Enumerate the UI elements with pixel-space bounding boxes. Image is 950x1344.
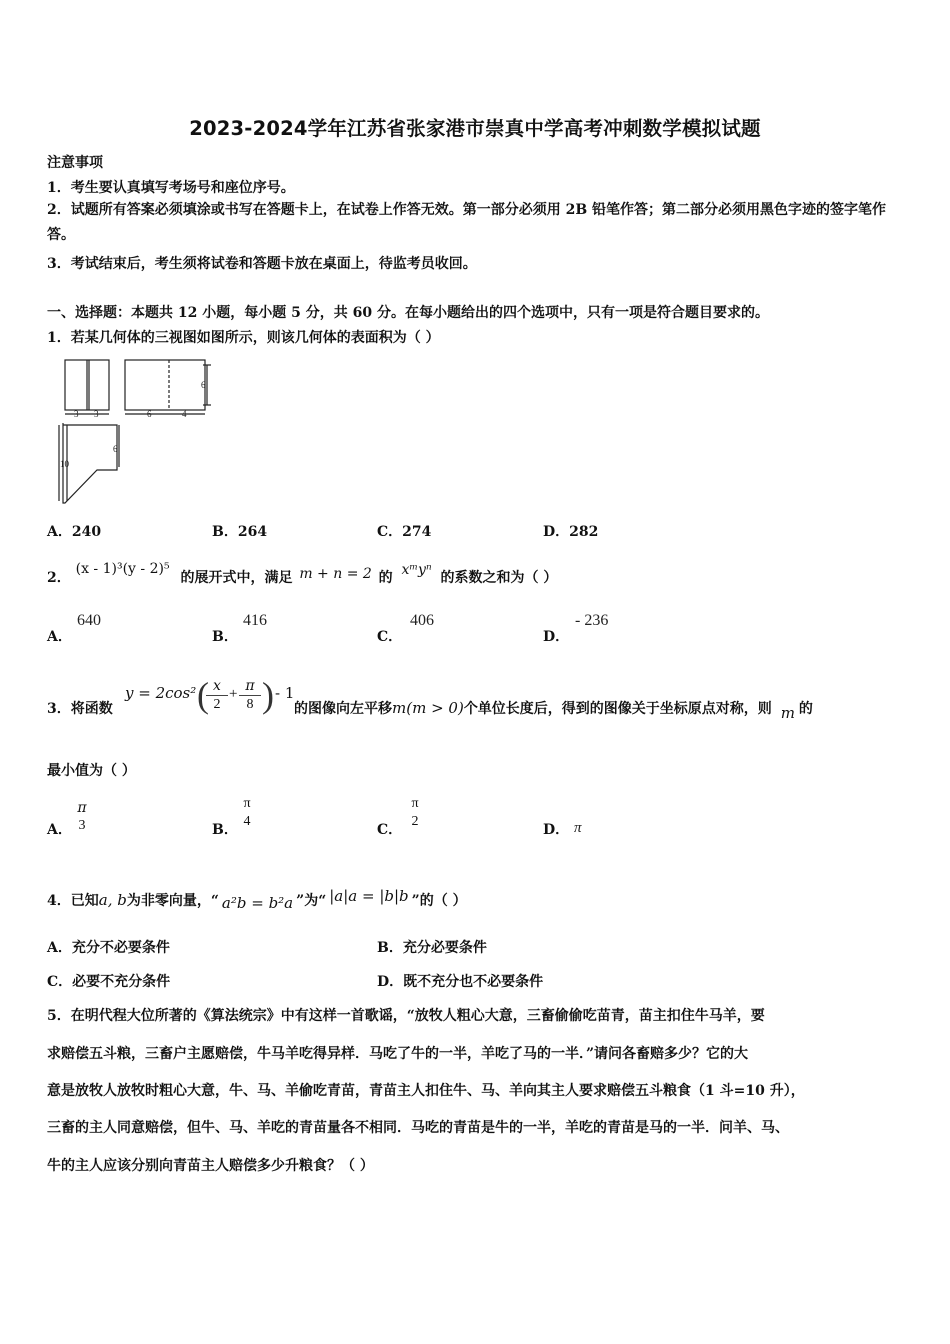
q1-option-a[interactable]: A．240 [47, 524, 102, 540]
q2-option-c[interactable]: C． [377, 629, 403, 645]
q3-option-b-fraction: π 4 [243, 796, 251, 829]
q3-option-c-fraction: π 2 [411, 796, 419, 829]
q3-option-d-value: π [574, 820, 582, 836]
three-view-figure [55, 355, 225, 505]
q3-option-b[interactable]: B． [212, 822, 238, 838]
fig-label-d: 4 [182, 409, 187, 419]
q2-expression: (x - 1)³(y - 2)⁵ [75, 561, 170, 577]
q4-expression-2: |a|a = |b|b [329, 887, 409, 905]
q2-option-d-value: - 236 [575, 612, 609, 629]
q1-option-d[interactable]: D．282 [543, 524, 599, 540]
q2-option-d[interactable]: D． [543, 629, 570, 645]
notice-heading: 注意事项 [47, 155, 103, 171]
q2-term: xᵐyⁿ [401, 562, 432, 578]
q3-option-c[interactable]: C． [377, 822, 403, 838]
fig-label-c: 6 [147, 409, 152, 419]
q3-option-d[interactable]: D． [543, 822, 570, 838]
fig-label-b: 3 [94, 409, 99, 419]
q2-option-a-value: 640 [77, 612, 101, 629]
q3-stem-line2: 最小值为（ ） [47, 763, 136, 779]
q1-stem: 1．若某几何体的三视图如图所示，则该几何体的表面积为（ ） [47, 330, 440, 346]
q3-m-expression: m(m > 0) [392, 699, 464, 717]
q1-option-c[interactable]: C．274 [377, 524, 432, 540]
q4-vars: a, b [98, 891, 127, 909]
q5-line-3: 意是放牧人放牧时粗心大意，牛、马、羊偷吃青苗，青苗主人扣住牛、马、羊向其主人要求赔偿五斗粮食（1 斗=10 升）， [47, 1083, 805, 1099]
fig-label-f: 10 [60, 459, 69, 469]
q3-option-a-fraction: π 3 [77, 800, 87, 833]
fig-label-e: 6 [201, 380, 206, 390]
q4-expression-1: a²b = b²a [221, 894, 294, 912]
section-heading: 一、选择题：本题共 12 小题，每小题 5 分，共 60 分。在每小题给出的四个选项中，只有一项是符合题目要求的。 [47, 305, 769, 321]
q5-line-2: 求赔偿五斗粮，三畜户主愿赔偿，牛马羊吃得异样．马吃了牛的一半，羊吃了马的一半．”请问各畜赔多少？它的大 [47, 1046, 749, 1062]
q2-condition: m + n = 2 [299, 566, 372, 582]
q4-option-a[interactable]: A．充分不必要条件 [47, 940, 170, 956]
q1-option-b[interactable]: B．264 [212, 524, 268, 540]
q3-function: y = 2cos² ( $\frac{x}{2}$ + $\frac{\pi}{8}$ ) - 1 [125, 675, 295, 715]
notice-item-2: 2．试题所有答案必须填涂或书写在答题卡上，在试卷上作答无效。第一部分必须用 2B 铅笔作答；第二部分必须用黑色字迹的签字笔作答。 [47, 202, 887, 243]
fig-label-a: 3 [74, 409, 79, 419]
q4-stem: 4．已知a, b为非零向量，“ a²b = b²a ”为“ |a|a = |b|b ”的（ ） [47, 887, 467, 912]
q2-option-b[interactable]: B． [212, 629, 238, 645]
q4-option-d[interactable]: D．既不充分也不必要条件 [377, 974, 544, 990]
notice-item-3: 3．考试结束后，考生须将试卷和答题卡放在桌面上，待监考员收回。 [47, 256, 477, 272]
notice-item-1: 1．考生要认真填写考场号和座位序号。 [47, 180, 295, 196]
q3-option-a[interactable]: A． [47, 822, 72, 838]
q5-line-5: 牛的主人应该分别向青苗主人赔偿多少升粮食？（ ） [47, 1158, 374, 1174]
fig-label-g: 6 [113, 444, 118, 454]
q2-option-c-value: 406 [410, 612, 434, 629]
q3-stem-lead: 3．将函数 [47, 701, 113, 717]
q2-option-b-value: 416 [243, 612, 267, 629]
q3-m: m [780, 704, 795, 722]
q5-line-1: 5．在明代程大位所著的《算法统宗》中有这样一首歌谣，“放牧人粗心大意，三畜偷偷吃苗青，苗主扣住牛马羊，要 [47, 1008, 765, 1024]
q4-option-b[interactable]: B．充分必要条件 [377, 940, 487, 956]
q5-line-4: 三畜的主人同意赔偿，但牛、马、羊吃的青苗量各不相同．马吃的青苗是牛的一半，羊吃的青苗是马的一半．问羊、马、 [47, 1120, 789, 1136]
q3-stem-rest: 的图像向左平移m(m > 0)个单位长度后，得到的图像关于坐标原点对称，则 m 的 [294, 699, 813, 722]
page-title: 2023-2024学年江苏省张家港市崇真中学高考冲刺数学模拟试题 [189, 117, 761, 140]
q2-option-a[interactable]: A． [47, 629, 72, 645]
q2-stem: 2． (x - 1)³(y - 2)⁵ 的展开式中，满足 m + n = 2 的 xᵐyⁿ 的系数之和为（ ） [47, 561, 558, 586]
q4-option-c[interactable]: C．必要不充分条件 [47, 974, 171, 990]
